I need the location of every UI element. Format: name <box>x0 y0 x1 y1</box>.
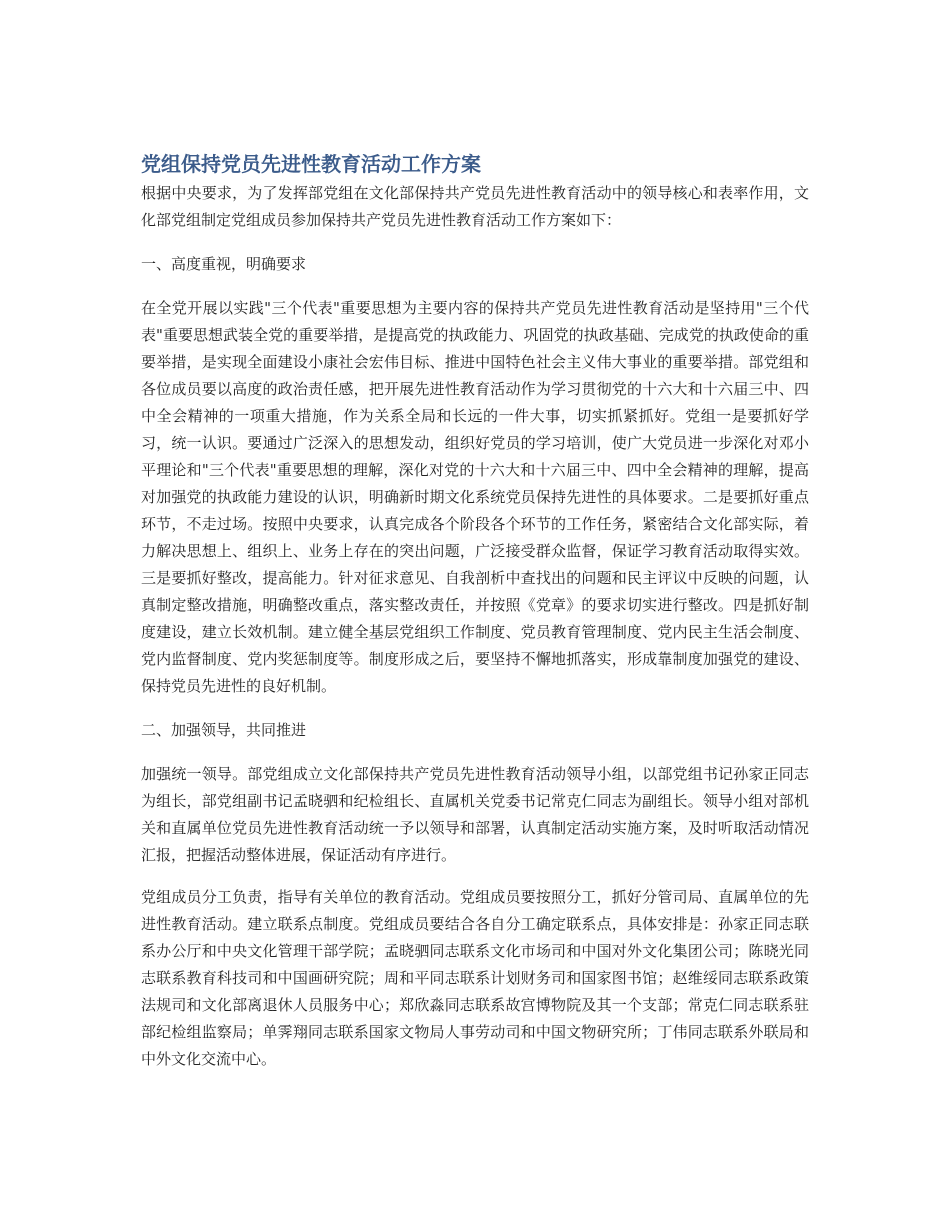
section-1-paragraph: 在全党开展以实践"三个代表"重要思想为主要内容的保持共产党员先进性教育活动是坚持用"三个代表"重要思想武装全党的重要举措，是提高党的执政能力、巩固党的执政基础、完成党的执政使命的重要举措，是实现全面建设小康社会宏伟目标、推进中国特色社会主义伟大事业的重要举措。部党组和各位成员要以高度的政治责任感，把开展先进性教育活动作为学习贯彻党的十六大和十六届三中、四中全会精神的一项重大措施，作为关系全局和长远的一件大事，切实抓紧抓好。党组一是要抓好学习，统一认识。要通过广泛深入的思想发动，组织好党员的学习培训，使广大党员进一步深化对邓小平理论和"三个代表"重要思想的理解，深化对党的十六大和十六届三中、四中全会精神的理解，提高对加强党的执政能力建设的认识，明确新时期文化系统党员保持先进性的具体要求。二是要抓好重点环节，不走过场。按照中央要求，认真完成各个阶段各个环节的工作任务，紧密结合文化部实际，着力解决思想上、组织上、业务上存在的突出问题，广泛接受群众监督，保证学习教育活动取得实效。三是要抓好整改，提高能力。针对征求意见、自我剖析中查找出的问题和民主评议中反映的问题，认真制定整改措施，明确整改重点，落实整改责任，并按照《党章》的要求切实进行整改。四是抓好制度建设，建立长效机制。建立健全基层党组织工作制度、党员教育管理制度、党内民主生活会制度、党内监督制度、党内奖惩制度等。制度形成之后，要坚持不懈地抓落实，形成靠制度加强党的建设、保持党员先进性的良好机制。 <box>141 299 809 695</box>
section-1-heading: 一、高度重视，明确要求 <box>141 255 307 273</box>
document-page <box>141 148 809 1073</box>
section-2-paragraph-1: 加强统一领导。部党组成立文化部保持共产党员先进性教育活动领导小组，以部党组书记孙家正同志为组长，部党组副书记孟晓驷和纪检组长、直属机关党委书记常克仁同志为副组长。领导小组对部机关和直属单位党员先进性教育活动统一予以领导和部署，认真制定活动实施方案，及时听取活动情况汇报，把握活动整体进展，保证活动有序进行。 <box>141 765 809 864</box>
document-title: 党组保持党员先进性教育活动工作方案 <box>141 152 481 176</box>
section-2-heading: 二、加强领导，共同推进 <box>141 721 307 739</box>
section-2-paragraph-2: 党组成员分工负责，指导有关单位的教育活动。党组成员要按照分工，抓好分管司局、直属单位的先进性教育活动。建立联系点制度。党组成员要结合各自分工确定联系点，具体安排是：孙家正同志联系办公厅和中央文化管理干部学院；孟晓驷同志联系文化市场司和中国对外文化集团公司；陈晓光同志联系教育科技司和中国画研究院；周和平同志联系计划财务司和国家图书馆；赵维绥同志联系政策法规司和文化部离退休人员服务中心；郑欣淼同志联系故宫博物院及其一个支部；常克仁同志联系驻部纪检组监察局；单霁翔同志联系国家文物局人事劳动司和中国文物研究所；丁伟同志联系外联局和中外文化交流中心。 <box>141 888 809 1068</box>
intro-paragraph: 根据中央要求，为了发挥部党组在文化部保持共产党员先进性教育活动中的领导核心和表率作用，文化部党组制定党组成员参加保持共产党员先进性教育活动工作方案如下： <box>141 184 809 229</box>
